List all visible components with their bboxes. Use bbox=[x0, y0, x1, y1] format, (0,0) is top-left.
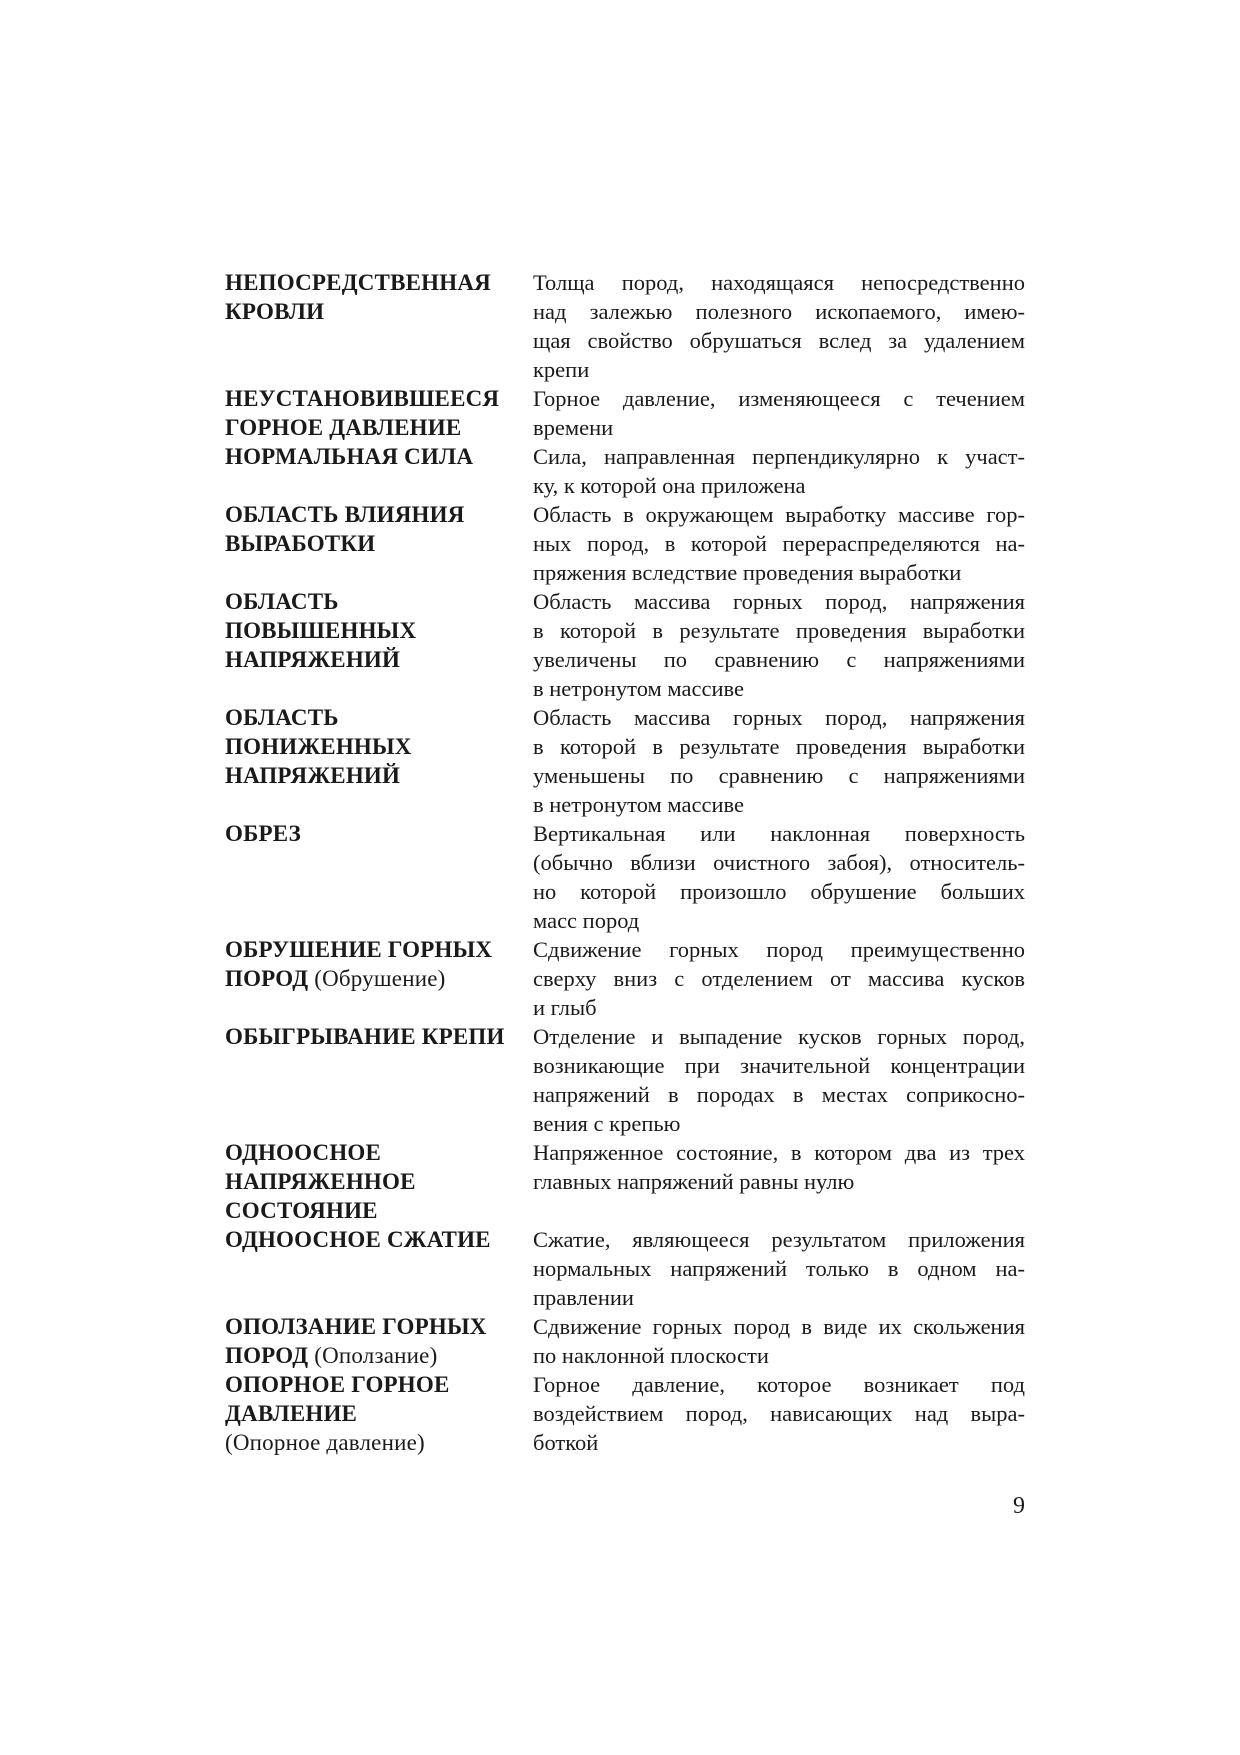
term-line bbox=[225, 964, 533, 993]
page-number: 9 bbox=[1013, 1493, 1025, 1519]
glossary-list bbox=[225, 268, 1025, 1457]
term-text: НЕПОСРЕДСТВЕННАЯ bbox=[225, 270, 491, 295]
term-synonym: (Обрушение) bbox=[308, 966, 446, 991]
term-text: ОБЛАСТЬ bbox=[225, 589, 339, 614]
glossary-entry bbox=[225, 1370, 1025, 1457]
entry-term bbox=[225, 1312, 533, 1370]
entry-definition bbox=[533, 1370, 1025, 1457]
definition-line: и глыб bbox=[533, 995, 597, 1020]
definition-line: Область массива горных пород, напряжения bbox=[533, 705, 1025, 730]
definition-line: ных пород, в которой перераспределяются на- bbox=[533, 531, 1025, 556]
term-line bbox=[225, 1022, 533, 1051]
term-text: СОСТОЯНИЕ bbox=[225, 1198, 378, 1223]
term-text: ПОНИЖЕННЫХ bbox=[225, 734, 412, 759]
term-synonym: (Опорное давление) bbox=[225, 1430, 425, 1455]
term-line bbox=[225, 297, 533, 326]
glossary-entry bbox=[225, 587, 1025, 703]
term-line bbox=[225, 1196, 533, 1225]
entry-term bbox=[225, 268, 533, 326]
definition-line: пряжения вследствие проведения выработки bbox=[533, 560, 962, 585]
definition-line: в которой в результате проведения выработки bbox=[533, 618, 1025, 643]
term-text: ОБЛАСТЬ ВЛИЯНИЯ bbox=[225, 502, 465, 527]
term-text: ГОРНОЕ ДАВЛЕНИЕ bbox=[225, 415, 462, 440]
glossary-entry bbox=[225, 1138, 1025, 1225]
term-line bbox=[225, 645, 533, 674]
glossary-entry bbox=[225, 819, 1025, 935]
term-text: НОРМАЛЬНАЯ СИЛА bbox=[225, 444, 474, 469]
glossary-entry bbox=[225, 1225, 1025, 1312]
term-line bbox=[225, 703, 533, 732]
term-line bbox=[225, 587, 533, 616]
term-line bbox=[225, 384, 533, 413]
term-line bbox=[225, 1225, 533, 1254]
term-line bbox=[225, 529, 533, 558]
glossary-entry bbox=[225, 442, 1025, 500]
definition-line: вения с крепью bbox=[533, 1111, 681, 1136]
term-line bbox=[225, 819, 533, 848]
term-line bbox=[225, 1138, 533, 1167]
definition-line: (обычно вблизи очистного забоя), относитель- bbox=[533, 850, 1025, 875]
definition-line: сверху вниз с отделением от массива кусков bbox=[533, 966, 1025, 991]
definition-line: масс пород bbox=[533, 908, 640, 933]
entry-term bbox=[225, 819, 533, 848]
term-text: НАПРЯЖЕНИЙ bbox=[225, 647, 401, 672]
definition-line: Вертикальная или наклонная поверхность bbox=[533, 821, 1025, 846]
entry-definition bbox=[533, 703, 1025, 819]
definition-line: нормальных напряжений только в одном на- bbox=[533, 1256, 1025, 1281]
glossary-entry bbox=[225, 1312, 1025, 1370]
entry-definition bbox=[533, 500, 1025, 587]
glossary-entry bbox=[225, 1022, 1025, 1138]
term-text: ОБЛАСТЬ bbox=[225, 705, 339, 730]
definition-line: щая свойство обрушаться вслед за удалением bbox=[533, 328, 1025, 353]
term-text: ОБЫГРЫВАНИЕ КРЕПИ bbox=[225, 1024, 505, 1049]
definition-line: увеличены по сравнению с напряжениями bbox=[533, 647, 1025, 672]
entry-term bbox=[225, 442, 533, 471]
entry-term bbox=[225, 1138, 533, 1225]
glossary-entry bbox=[225, 384, 1025, 442]
term-text: НАПРЯЖЕННОЕ bbox=[225, 1169, 416, 1194]
definition-line: в нетронутом массиве bbox=[533, 676, 744, 701]
term-line bbox=[225, 1341, 533, 1370]
term-line bbox=[225, 935, 533, 964]
term-line bbox=[225, 616, 533, 645]
term-text: КРОВЛИ bbox=[225, 299, 325, 324]
term-text: ПОВЫШЕННЫХ bbox=[225, 618, 417, 643]
term-text: НЕУСТАНОВИВШЕЕСЯ bbox=[225, 386, 500, 411]
term-line bbox=[225, 732, 533, 761]
definition-line: правлении bbox=[533, 1285, 634, 1310]
definition-line: воздействием пород, нависающих над выра- bbox=[533, 1401, 1025, 1426]
entry-definition bbox=[533, 935, 1025, 1022]
definition-line: Горное давление, изменяющееся с течением bbox=[533, 386, 1025, 411]
definition-line: возникающие при значительной концентрации bbox=[533, 1053, 1025, 1078]
entry-definition bbox=[533, 268, 1025, 384]
entry-definition bbox=[533, 1225, 1025, 1312]
glossary-entry bbox=[225, 268, 1025, 384]
term-synonym: (Оползание) bbox=[308, 1343, 438, 1368]
definition-line: Сила, направленная перпендикулярно к участ- bbox=[533, 444, 1025, 469]
entry-definition bbox=[533, 819, 1025, 935]
term-text: ОДНООСНОЕ СЖАТИЕ bbox=[225, 1227, 491, 1252]
entry-definition bbox=[533, 587, 1025, 703]
definition-line: Сдвижение горных пород в виде их скольжения bbox=[533, 1314, 1025, 1339]
entry-definition bbox=[533, 442, 1025, 500]
term-line bbox=[225, 1399, 533, 1428]
definition-line: ку, к которой она приложена bbox=[533, 473, 806, 498]
definition-line: Горное давление, которое возникает под bbox=[533, 1372, 1025, 1397]
entry-term bbox=[225, 1225, 533, 1254]
entry-definition bbox=[533, 1138, 1025, 1196]
entry-term bbox=[225, 384, 533, 442]
definition-line: по наклонной плоскости bbox=[533, 1343, 769, 1368]
term-text: ОБРЕЗ bbox=[225, 821, 301, 846]
entry-term bbox=[225, 1022, 533, 1051]
term-line bbox=[225, 413, 533, 442]
definition-line: Сжатие, являющееся результатом приложения bbox=[533, 1227, 1025, 1252]
entry-term bbox=[225, 935, 533, 993]
term-text: ОДНООСНОЕ bbox=[225, 1140, 382, 1165]
term-line bbox=[225, 1312, 533, 1341]
glossary-entry bbox=[225, 500, 1025, 587]
definition-line: Толща пород, находящаяся непосредственно bbox=[533, 270, 1025, 295]
glossary-entry bbox=[225, 935, 1025, 1022]
definition-line: в нетронутом массиве bbox=[533, 792, 744, 817]
term-text: ВЫРАБОТКИ bbox=[225, 531, 376, 556]
definition-line: но которой произошло обрушение больших bbox=[533, 879, 1025, 904]
term-line bbox=[225, 1428, 533, 1457]
definition-line: над залежью полезного ископаемого, имею- bbox=[533, 299, 1025, 324]
term-text: ПОРОД bbox=[225, 1343, 309, 1368]
definition-line: Область массива горных пород, напряжения bbox=[533, 589, 1025, 614]
entry-definition bbox=[533, 384, 1025, 442]
definition-line: Сдвижение горных пород преимущественно bbox=[533, 937, 1025, 962]
glossary-entry bbox=[225, 703, 1025, 819]
entry-definition bbox=[533, 1312, 1025, 1370]
term-line bbox=[225, 442, 533, 471]
definition-line: боткой bbox=[533, 1430, 599, 1455]
definition-line: напряжений в породах в местах соприкосно- bbox=[533, 1082, 1025, 1107]
definition-line: Напряженное состояние, в котором два из трех bbox=[533, 1140, 1025, 1165]
term-text: ПОРОД bbox=[225, 966, 309, 991]
term-text: ОБРУШЕНИЕ ГОРНЫХ bbox=[225, 937, 493, 962]
definition-line: главных напряжений равны нулю bbox=[533, 1169, 855, 1194]
term-line bbox=[225, 1167, 533, 1196]
entry-term bbox=[225, 1370, 533, 1457]
term-text: ДАВЛЕНИЕ bbox=[225, 1401, 358, 1426]
definition-line: Область в окружающем выработку массиве гор- bbox=[533, 502, 1025, 527]
entry-term bbox=[225, 587, 533, 674]
entry-definition bbox=[533, 1022, 1025, 1138]
term-line bbox=[225, 268, 533, 297]
term-text: НАПРЯЖЕНИЙ bbox=[225, 763, 401, 788]
definition-line: в которой в результате проведения выработки bbox=[533, 734, 1025, 759]
definition-line: крепи bbox=[533, 357, 590, 382]
term-line bbox=[225, 761, 533, 790]
term-line bbox=[225, 500, 533, 529]
entry-term bbox=[225, 703, 533, 790]
definition-line: Отделение и выпадение кусков горных пород, bbox=[533, 1024, 1025, 1049]
entry-term bbox=[225, 500, 533, 558]
definition-line: времени bbox=[533, 415, 614, 440]
definition-line: уменьшены по сравнению с напряжениями bbox=[533, 763, 1025, 788]
term-text: ОПОРНОЕ ГОРНОЕ bbox=[225, 1372, 450, 1397]
term-line bbox=[225, 1370, 533, 1399]
term-text: ОПОЛЗАНИЕ ГОРНЫХ bbox=[225, 1314, 487, 1339]
